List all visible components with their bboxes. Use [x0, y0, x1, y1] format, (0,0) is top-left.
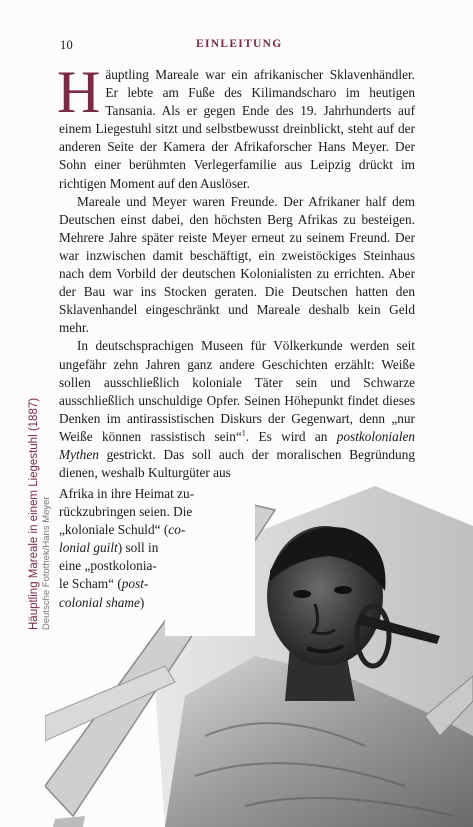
wrap-line-5: eine „postkolonia-	[59, 558, 157, 574]
wrap-line-2: rückzubringen seien. Die	[59, 504, 193, 520]
page-number: 10	[60, 38, 74, 52]
paragraph-3-text-a: In deutschsprachigen Museen für Völkerkunde werden seit ungefähr zehn Jahren ganz andere Geschichten erzählt: Weiße sollen ausschließlich koloniale Täter sein und Schwarze ausschließlich unschuldige Opfer. Seinen Höhepunkt findet dieses Denken im antirassistischen Diskurs der Gegenwart, denn	[59, 338, 415, 426]
caption-year: (1887)	[28, 397, 40, 435]
wrap-line-3	[59, 521, 249, 539]
wrap-line-3-em: co-	[168, 522, 186, 538]
paragraph-1-text: äuptling Mareale war ein afrikanischer Sklavenhändler. Er lebte am Fuße des Kilimandscharo im heutigen Tansania. Als er gegen Ende des 19. Jahrhunderts auf einem Liegestuhl sitzt und selbstbewusst dreinblickt, steht auf der anderen Seite der Kamera der Afrikaforscher Hans Meyer. Der Sohn einer berühmten Verlegerfamilie aus Leipzig drückt im richtigen Moment auf den Auslöser.	[59, 67, 415, 191]
wrap-line-1: Afrika in ihre Heimat zu-	[59, 486, 195, 501]
footnote-ref[interactable]: 1	[241, 428, 246, 438]
running-header: EINLEITUNG	[196, 38, 283, 50]
wrap-line-7-text: )	[139, 594, 145, 610]
wrapped-text	[59, 485, 249, 612]
wrap-line-6	[59, 575, 249, 593]
paragraph-3-text-b: . Es wird an	[245, 428, 337, 444]
wrap-line-7-em: colonial shame	[59, 594, 140, 610]
caption-title: Häuptling Mareale in einem Liegestuhl	[28, 434, 40, 630]
wrap-line-7	[59, 594, 249, 612]
caption-credit: Deutsche Fotothek/Hans Meyer	[41, 496, 52, 630]
caption-title-line	[28, 398, 41, 630]
figure-caption	[28, 397, 52, 640]
wrap-line-6-em: post-	[121, 576, 149, 592]
wrap-line-4-em: lonial guilt	[59, 540, 118, 556]
wrap-line-6-text: le Scham“ (	[59, 576, 122, 592]
quote: „nur Weiße können rassistisch sein“	[59, 410, 415, 444]
wrap-line-4	[59, 539, 249, 557]
paragraph-1	[57, 59, 415, 193]
emphasis-postkolonialen-mythen: postkolonialen Mythen	[59, 428, 416, 462]
wrap-line-4-text: ) soll in	[117, 540, 159, 556]
paragraph-3	[59, 337, 415, 482]
drop-cap: H	[57, 59, 101, 125]
main-text	[57, 59, 416, 482]
paragraph-3-text-c: gestrickt. Das soll auch der moralischen Begründung dienen, weshalb Kulturgüter aus	[59, 446, 415, 481]
wrap-line-3-text: „koloniale Schuld“ (	[59, 522, 169, 538]
paragraph-2: Mareale und Meyer waren Freunde. Der Afrikaner half dem Deutschen einst dabei, den höchsten Berg Afrikas zu besteigen. Mehrere Jahre später reiste Meyer erneut zu seinem Freund. Der war inzwischen damit beschäftigt, ein zweistöckiges Steinhaus nach dem Vorbild der deutschen Kolonialisten zu errichten. Aber der Bau war ins Stocken geraten. Die Deutschen hatten den Sklavenhandel eingeschränkt und Mareale deshalb kein Geld mehr.	[59, 193, 415, 336]
